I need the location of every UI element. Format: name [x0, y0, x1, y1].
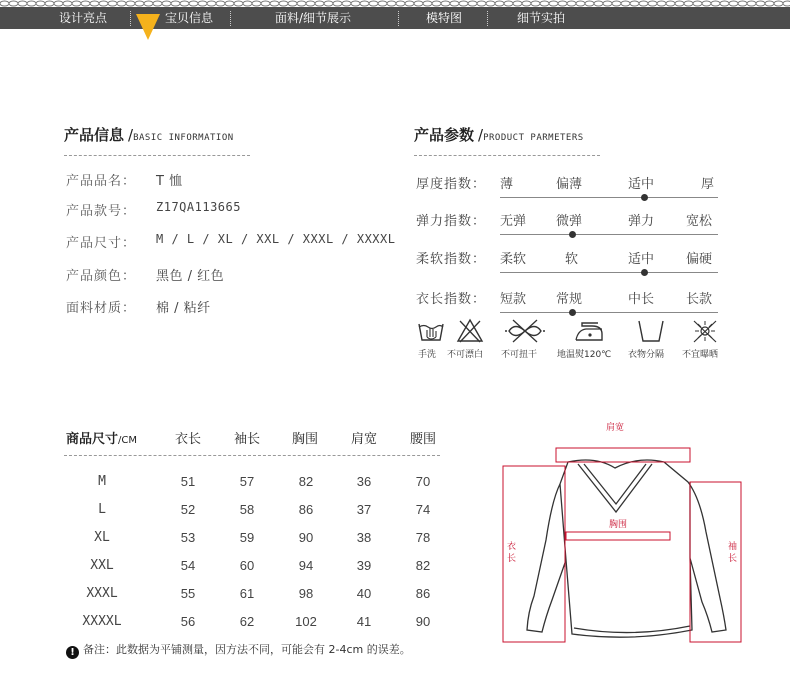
size-note: ! 备注：此数据为平铺测量，因方法不同，可能会有 2-4cm 的误差。: [66, 641, 411, 659]
size-value-cell: 98: [298, 586, 314, 601]
top-decoration: [0, 0, 790, 7]
size-value-cell: 36: [356, 474, 372, 489]
size-value-cell: 38: [356, 530, 372, 545]
size-cell: XXXXL: [82, 614, 122, 629]
divider: [64, 455, 440, 456]
info-label-size: 产品尺寸：: [66, 236, 137, 251]
care-label: 不可扭干: [501, 350, 538, 360]
size-cell: XXL: [90, 558, 114, 573]
size-value-cell: 51: [180, 474, 196, 489]
size-value-cell: 90: [415, 614, 431, 629]
param-indicator-dot: [569, 231, 576, 238]
size-value-cell: 58: [239, 502, 255, 517]
size-col-header: 袖长: [234, 432, 261, 447]
size-table-title: 商品尺寸/CM: [66, 432, 137, 447]
param-indicator-dot: [641, 269, 648, 276]
param-option: 常规: [556, 292, 583, 307]
nav-item-detail[interactable]: 细节实拍: [516, 11, 565, 25]
param-option: 适中: [628, 252, 655, 267]
info-value-name: T 恤: [156, 174, 183, 189]
no-wring-icon: [505, 318, 545, 344]
size-value-cell: 102: [295, 614, 317, 629]
param-indicator-dot: [569, 309, 576, 316]
size-value-cell: 74: [415, 502, 431, 517]
nav-active-marker-icon: [136, 14, 160, 40]
size-value-cell: 94: [298, 558, 314, 573]
nav-divider: [130, 11, 131, 26]
param-option: 厚: [701, 177, 715, 192]
info-label-name: 产品品名：: [66, 174, 137, 189]
size-col-header: 胸围: [292, 432, 319, 447]
info-label-style-no: 产品款号：: [66, 204, 137, 219]
garment-outline: [527, 460, 726, 637]
divider: [64, 155, 250, 156]
hand-wash-icon: [416, 318, 446, 344]
no-bleach-icon: [455, 318, 485, 344]
size-value-cell: 62: [239, 614, 255, 629]
params-title: 产品参数 /PRODUCT PARMETERS: [414, 126, 584, 144]
garment-diagram: [500, 440, 745, 650]
size-value-cell: 57: [239, 474, 255, 489]
size-value-cell: 52: [180, 502, 196, 517]
info-value-material: 棉 / 粘纤: [156, 301, 211, 316]
size-value-cell: 61: [239, 586, 255, 601]
param-option: 偏薄: [556, 177, 583, 192]
param-option: 薄: [500, 177, 514, 192]
param-scale-line: [500, 197, 718, 198]
size-value-cell: 60: [239, 558, 255, 573]
param-option: 宽松: [686, 214, 713, 229]
param-option: 软: [565, 252, 579, 267]
param-scale-line: [500, 312, 718, 313]
size-col-header: 肩宽: [351, 432, 378, 447]
size-value-cell: 86: [415, 586, 431, 601]
size-value-cell: 82: [415, 558, 431, 573]
info-value-style-no: Z17QA113665: [156, 200, 241, 214]
size-value-cell: 40: [356, 586, 372, 601]
param-label: 衣长指数：: [416, 292, 487, 307]
size-cell: XL: [94, 530, 110, 545]
care-label: 不可漂白: [447, 350, 484, 360]
param-option: 适中: [628, 177, 655, 192]
shoulder-label: 肩宽: [606, 423, 625, 433]
nav-item-model[interactable]: 模特图: [425, 11, 462, 25]
param-option: 偏硬: [686, 252, 713, 267]
size-value-cell: 41: [356, 614, 372, 629]
info-value-color: 黑色 / 红色: [156, 269, 225, 284]
param-scale-line: [500, 234, 718, 235]
param-option: 微弹: [556, 214, 583, 229]
param-option: 无弹: [500, 214, 527, 229]
size-value-cell: 70: [415, 474, 431, 489]
size-cell: L: [98, 502, 106, 517]
nav-item-fabric[interactable]: 面料/细节展示: [274, 11, 352, 25]
param-option: 长款: [686, 292, 713, 307]
param-indicator-dot: [641, 194, 648, 201]
warning-icon: !: [66, 646, 79, 659]
nav-bar: [0, 7, 790, 29]
size-value-cell: 78: [415, 530, 431, 545]
iron-low-icon: [572, 318, 606, 344]
size-value-cell: 54: [180, 558, 196, 573]
nav-divider: [398, 11, 399, 26]
nav-divider: [487, 11, 488, 26]
param-option: 弹力: [628, 214, 655, 229]
param-scale-line: [500, 272, 718, 273]
size-cell: XXXL: [86, 586, 118, 601]
care-label: 衣物分隔: [628, 350, 665, 360]
param-option: 柔软: [500, 252, 527, 267]
no-sun-icon: [690, 318, 720, 344]
size-value-cell: 53: [180, 530, 196, 545]
size-col-header: 腰围: [410, 432, 437, 447]
size-value-cell: 56: [180, 614, 196, 629]
nav-divider: [230, 11, 231, 26]
divider: [414, 155, 600, 156]
nav-item-product-info[interactable]: 宝贝信息: [164, 11, 213, 25]
info-title: 产品信息 /BASIC INFORMATION: [64, 126, 234, 144]
chest-label: 胸围: [609, 520, 628, 530]
measure-lines: [503, 448, 741, 642]
param-label: 弹力指数：: [416, 214, 487, 229]
param-option: 中长: [628, 292, 655, 307]
size-value-cell: 55: [180, 586, 196, 601]
separate-wash-icon: [636, 318, 666, 344]
sleeve-label: 袖长: [728, 542, 738, 564]
param-label: 柔软指数：: [416, 252, 487, 267]
size-value-cell: 59: [239, 530, 255, 545]
info-value-size: M / L / XL / XXL / XXXL / XXXXL: [156, 232, 396, 246]
size-value-cell: 37: [356, 502, 372, 517]
care-label: 地温熨120℃: [557, 350, 612, 360]
nav-item-design[interactable]: 设计亮点: [58, 11, 107, 25]
size-value-cell: 82: [298, 474, 314, 489]
size-col-header: 衣长: [175, 432, 202, 447]
care-label: 不宜曝晒: [682, 350, 719, 360]
size-cell: M: [98, 474, 106, 489]
care-label: 手洗: [418, 350, 437, 360]
info-label-color: 产品颜色：: [66, 269, 137, 284]
param-option: 短款: [500, 292, 527, 307]
length-label: 衣长: [507, 542, 517, 564]
size-value-cell: 86: [298, 502, 314, 517]
param-label: 厚度指数：: [416, 177, 487, 192]
info-label-material: 面料材质：: [66, 301, 137, 316]
size-value-cell: 39: [356, 558, 372, 573]
size-value-cell: 90: [298, 530, 314, 545]
